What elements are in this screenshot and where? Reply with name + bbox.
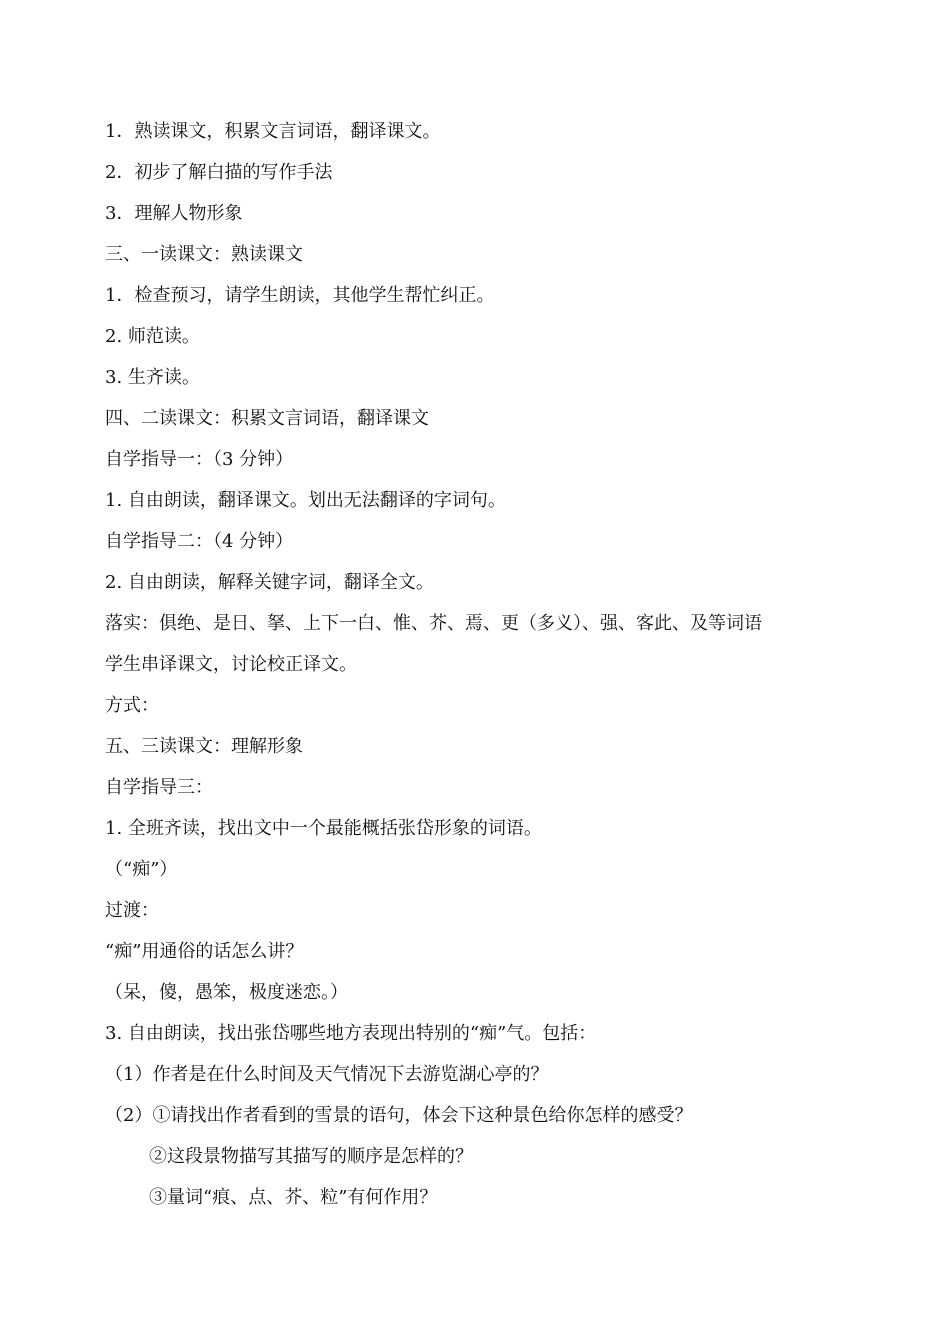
section-heading-third-reading: 五、三读课文：理解形象 [105, 736, 303, 757]
text-line-objective-2: 2．初步了解白描的写作手法 [105, 162, 333, 183]
text-line-teacher-reading: 2. 师范读。 [105, 326, 200, 347]
section-heading-first-reading: 三、一读课文：熟读课文 [105, 244, 303, 265]
section-heading-second-reading: 四、二读课文：积累文言词语，翻译课文 [105, 408, 429, 429]
text-line-find-chi-spirit: 3. 自由朗读，找出张岱哪些地方表现出特别的“痴”气。包括： [105, 1023, 597, 1044]
text-line-guide-one: 自学指导一：（3 分钟） [105, 449, 294, 470]
text-line-free-reading-translate: 1. 自由朗读，翻译课文。划出无法翻译的字词句。 [105, 490, 506, 511]
text-line-check-preview: 1．检查预习，请学生朗读，其他学生帮忙纠正。 [105, 285, 495, 306]
text-line-explain-keywords: 2. 自由朗读，解释关键字词，翻译全文。 [105, 572, 434, 593]
text-line-transition: 过渡： [105, 900, 159, 921]
text-line-question-1: （1）作者是在什么时间及天气情况下去游览湖心亭的？ [105, 1064, 549, 1085]
text-line-question-chi: “痴”用通俗的话怎么讲？ [105, 941, 304, 962]
text-line-class-reading: 1. 全班齐读，找出文中一个最能概括张岱形象的词语。 [105, 818, 542, 839]
document-body [105, 115, 885, 1222]
text-line-question-2-sub-2: ②这段景物描写其描写的顺序是怎样的？ [149, 1146, 473, 1167]
text-line-guide-three: 自学指导三： [105, 777, 213, 798]
text-line-objective-1: 1．熟读课文，积累文言词语，翻译课文。 [105, 121, 441, 142]
text-line-implementation: 落实：俱绝、是日、拏、上下一白、惟、芥、焉、更（多义）、强、客此、及等词语 [105, 613, 762, 634]
text-line-answer-chi: （“痴”） [105, 859, 178, 880]
text-line-objective-3: 3．理解人物形象 [105, 203, 243, 224]
text-line-students-reading: 3. 生齐读。 [105, 367, 200, 388]
text-line-question-2-sub-3: ③量词“痕、点、芥、粒”有何作用？ [149, 1187, 438, 1208]
text-line-guide-two: 自学指导二：（4 分钟） [105, 531, 294, 552]
text-line-question-2: （2）①请找出作者看到的雪景的语句，体会下这种景色给你怎样的感受？ [105, 1105, 693, 1126]
text-line-answer-meaning: （呆，傻，愚笨，极度迷恋。） [105, 982, 348, 1003]
text-line-student-translation: 学生串译课文，讨论校正译文。 [105, 654, 357, 675]
text-line-method: 方式： [105, 695, 159, 716]
